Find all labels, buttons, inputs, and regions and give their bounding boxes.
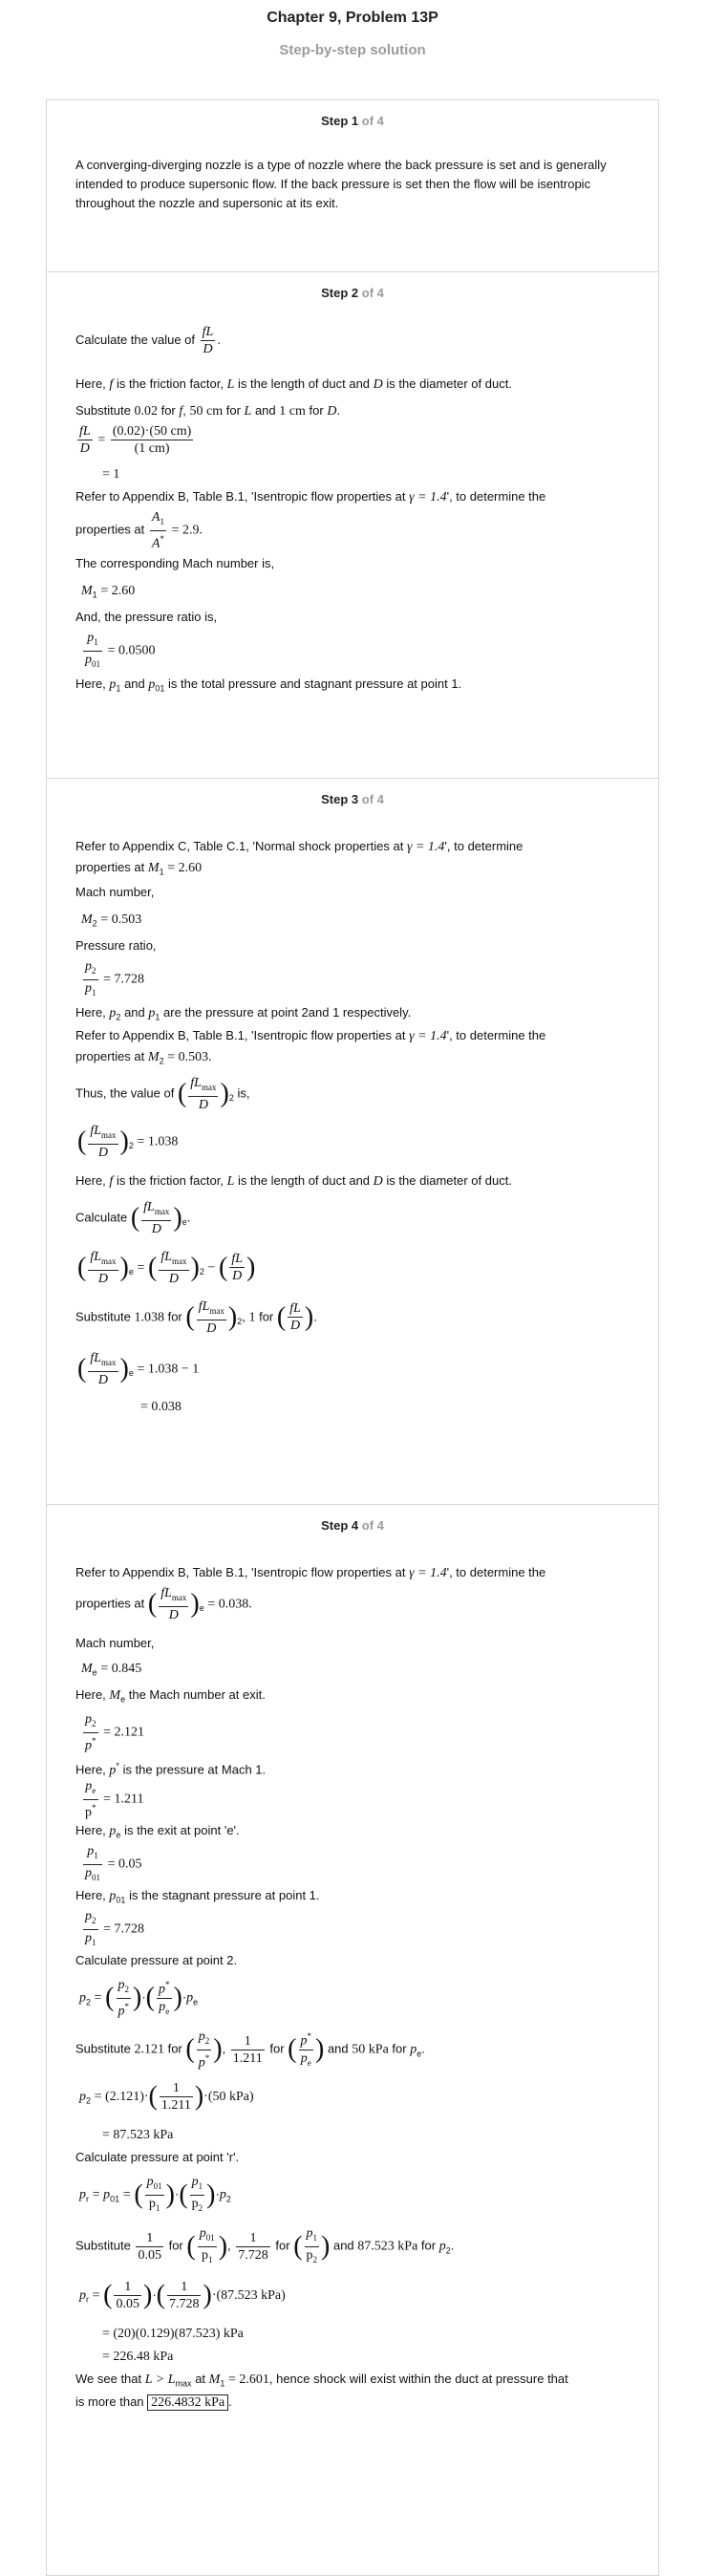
- step-label: Step 3: [321, 792, 359, 806]
- equation: = 1: [102, 467, 120, 482]
- line: properties at ( $\frac{fL_{max}}{D}$ )$_e = 0.038$.: [75, 1586, 252, 1622]
- equation: $M_2 = 0.503$: [81, 912, 142, 929]
- line: Refer to Appendix B, Table B.1, 'Isentropic flow properties at γ = 1.4', to determine the: [75, 1565, 546, 1580]
- equation: $\frac{p_2}{p_1}$ = 7.728: [85, 1909, 145, 1947]
- step-1-text: A converging-diverging nozzle is a type of nozzle where the back pressure is set and is generally intended to produce supersonic flow. If the back pressure is set then the flow will be isentropic throughout the nozzle and supersonic at its exit.: [75, 158, 607, 210]
- final-answer: 226.4832 kPa: [147, 2394, 228, 2411]
- line: We see that $L > L_{max}$ at $M_1 = 2.601$, hence shock will exist within the duct at pressure that: [75, 2372, 568, 2389]
- equation: $p_r$ = ( $\frac{1}{0.05}$ )·( $\frac{1}{7.728}$ )·(87.523 kPa): [79, 2280, 286, 2311]
- equation: = 0.038: [140, 1400, 182, 1414]
- line: Calculate the value of $\frac{fL}{D}$ .: [75, 325, 221, 356]
- step-count: of 4: [361, 114, 384, 128]
- line: properties at $\frac{A_1}{A^*}$ = 2.9.: [75, 510, 203, 551]
- equation: $p_2 = (2.121)\cdot$( $\frac{1}{1.211}$ )·(50 kPa): [79, 2081, 254, 2113]
- equation: $M_e = 0.845$: [81, 1662, 142, 1678]
- step-count: of 4: [361, 1518, 384, 1533]
- equation: ( $\frac{fL_{max}}{D}$ )$_2 = 1.038$: [77, 1124, 179, 1160]
- equation: $\frac{p_2}{p_1}$ = 7.728: [85, 959, 145, 998]
- step-count: of 4: [361, 286, 384, 300]
- line: Here, $M_e$ the Mach number at exit.: [75, 1687, 266, 1705]
- line: Mach number,: [75, 885, 155, 899]
- line: Here, $p_2$ and $p_1$ are the pressure at point 2and 1 respectively.: [75, 1005, 412, 1022]
- line: properties at $M_2 = 0.503$.: [75, 1049, 212, 1066]
- equation: $\frac{p_2}{p^*}$ = 2.121: [85, 1712, 145, 1753]
- line: Here, p* is the pressure at Mach 1.: [75, 1761, 267, 1778]
- line: Mach number,: [75, 1636, 155, 1650]
- line: Here, f is the friction factor, L is the length of duct and D is the diameter of duct.: [75, 376, 512, 392]
- equation: $p_2$ = ( $\frac{p_2}{p^*}$ )·( $\frac{p^*}{p_e}$ )$\cdot p_e$: [79, 1978, 199, 2019]
- line: Refer to Appendix B, Table B.1, 'Isentropic flow properties at γ = 1.4', to determine the: [75, 1028, 546, 1043]
- equation: $p_r = p_{01}$ = ( $\frac{p_{01}}{p_1}$ )·( $\frac{p_1}{p_2}$ )$\cdot p_2$: [79, 2175, 231, 2213]
- line: Substitute $\frac{1}{0.05}$ for ( $\frac{p_{01}}{p_1}$ ), $\frac{1}{7.728}$ for ( $\frac{p_1}{p_2}$ ) and 87.523 kPa for $p_2$.: [75, 2226, 455, 2265]
- equation: $\frac{p_e}{p^*}$ = 1.211: [85, 1779, 144, 1820]
- line: Thus, the value of ( $\frac{fL_{max}}{D}$ )$_2$ is,: [75, 1076, 250, 1112]
- line: Calculate pressure at point 'r'.: [75, 2150, 240, 2164]
- line: Here, $p_{01}$ is the stagnant pressure at point 1.: [75, 1888, 320, 1905]
- line: Substitute 1.038 for ( $\frac{fL_{max}}{D}$ )$_2$, 1 for ( $\frac{fL}{D}$ ).: [75, 1299, 317, 1336]
- step-2: [47, 272, 658, 779]
- page-title: Chapter 9, Problem 13P: [267, 10, 438, 26]
- step-label: Step 2: [321, 286, 359, 300]
- step-4: [47, 1505, 658, 2575]
- equation: ( $\frac{fL_{max}}{D}$ )$_e$ = ( $\frac{fL_{max}}{D}$ )$_2$ − ( $\frac{fL}{D}$ ): [77, 1250, 256, 1286]
- equation: = 87.523 kPa: [102, 2128, 174, 2142]
- step-count: of 4: [361, 792, 384, 806]
- step-header: [47, 792, 658, 806]
- equation: $\frac{p_1}{p_{01}}$ = 0.05: [85, 1844, 142, 1882]
- equation: = (20)(0.129)(87.523) kPa: [102, 2327, 244, 2341]
- line: is more than 226.4832 kPa .: [75, 2394, 232, 2410]
- step-1: [47, 100, 658, 272]
- line: Substitute 2.121 for ( $\frac{p_2}{p^*}$ ), $\frac{1}{1.211}$ for ( $\frac{p^*}{p_e}$ ) and 50 kPa for $p_e$.: [75, 2029, 425, 2071]
- line: And, the pressure ratio is,: [75, 610, 218, 624]
- step-label: Step 4: [321, 1518, 359, 1533]
- line: Calculate ( $\frac{fL_{max}}{D}$ )$_e$.: [75, 1200, 191, 1236]
- line: Here, $p_e$ is the exit at point 'e'.: [75, 1823, 240, 1840]
- line: The corresponding Mach number is,: [75, 556, 275, 570]
- line: Substitute 0.02 for f, 50 cm for L and 1 cm for D.: [75, 403, 341, 419]
- line: properties at $M_1 = 2.60$: [75, 860, 203, 877]
- step-3: [47, 779, 658, 1505]
- step-header: [47, 1518, 658, 1533]
- solution-panel: [46, 99, 659, 2576]
- equation: ( $\frac{fL_{max}}{D}$ )$_e = 1.038 - 1$: [77, 1351, 200, 1387]
- step-header: [47, 114, 658, 128]
- line: Here, f is the friction factor, L is the length of duct and D is the diameter of duct.: [75, 1173, 512, 1189]
- equation: $\frac{fL}{D}$ = $\frac{(0.02)\cdot(50 cm)}{(1 cm)}$: [79, 424, 192, 456]
- line: Refer to Appendix C, Table C.1, 'Normal shock properties at γ = 1.4', to determine: [75, 839, 523, 854]
- step-header: [47, 286, 658, 300]
- line: Here, $p_1$ and $p_{01}$ is the total pressure and stagnant pressure at point 1.: [75, 676, 462, 694]
- equation: $\frac{p_1}{p_{01}}$ = 0.0500: [85, 631, 156, 669]
- equation: = 226.48 kPa: [102, 2350, 174, 2364]
- page-subtitle: Step-by-step solution: [279, 42, 426, 58]
- step-label: Step 1: [321, 114, 359, 128]
- line: Refer to Appendix B, Table B.1, 'Isentropic flow properties at γ = 1.4', to determine the: [75, 489, 546, 504]
- line: Calculate pressure at point 2.: [75, 1953, 238, 1967]
- line: Pressure ratio,: [75, 938, 157, 953]
- equation: $M_1 = 2.60$: [81, 584, 136, 600]
